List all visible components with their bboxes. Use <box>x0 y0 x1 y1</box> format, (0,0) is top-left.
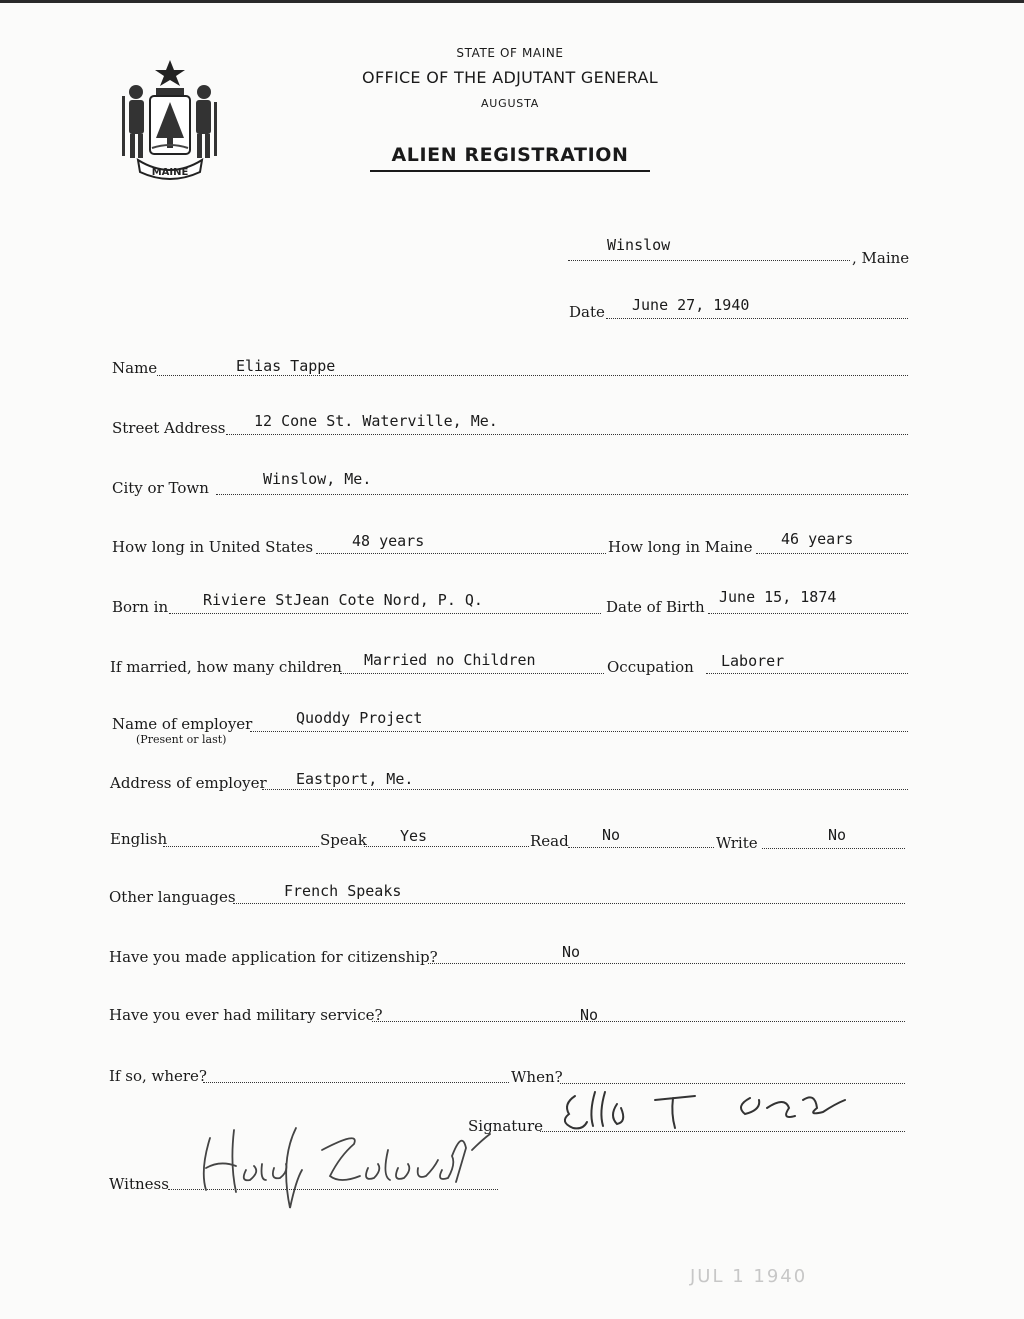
date-value[interactable]: June 27, 1940 <box>632 296 750 314</box>
maine-duration-value[interactable]: 46 years <box>781 530 854 548</box>
occupation-label: Occupation <box>607 658 694 676</box>
town-value[interactable]: Winslow <box>607 236 671 254</box>
us-duration-label: How long in United States <box>112 538 314 556</box>
us-duration-value[interactable]: 48 years <box>352 532 425 550</box>
applicant-signature <box>555 1086 855 1136</box>
other-languages-line <box>233 903 905 904</box>
signature-label: Signature <box>468 1117 544 1135</box>
when-line <box>560 1083 905 1084</box>
street-value[interactable]: 12 Cone St. Waterville, Me. <box>254 412 498 430</box>
read-value[interactable]: No <box>602 826 621 844</box>
town-suffix-label: , Maine <box>852 249 910 267</box>
street-label: Street Address <box>112 419 226 437</box>
name-line <box>157 375 908 376</box>
witness-signature <box>190 1120 500 1210</box>
occupation-value[interactable]: Laborer <box>721 652 785 670</box>
header-office: OFFICE OF THE ADJUTANT GENERAL <box>362 68 658 87</box>
seal-motto: MAINE <box>151 167 189 178</box>
children-value[interactable]: Married no Children <box>364 651 536 669</box>
children-label: If married, how many children <box>110 658 342 676</box>
page-edge <box>0 0 1024 3</box>
military-value[interactable]: No <box>580 1006 599 1024</box>
town-line <box>568 260 850 261</box>
speak-value[interactable]: Yes <box>400 827 428 845</box>
title-underline <box>370 170 650 172</box>
write-label: Write <box>716 834 758 852</box>
write-line <box>762 848 905 849</box>
maine-duration-label: How long in Maine <box>608 538 753 556</box>
employer-value[interactable]: Quoddy Project <box>296 709 423 727</box>
english-line <box>163 846 319 847</box>
name-value[interactable]: Elias Tappe <box>236 357 336 375</box>
city-value[interactable]: Winslow, Me. <box>263 470 372 488</box>
state-seal-logo <box>114 56 226 184</box>
born-in-label: Born in <box>112 598 169 616</box>
employer-label: Name of employer <box>112 715 253 733</box>
header-city: AUGUSTA <box>480 97 540 110</box>
when-label: When? <box>511 1068 563 1086</box>
employer-address-line <box>262 789 908 790</box>
employer-address-label: Address of employer <box>110 774 267 792</box>
witness-label: Witness <box>109 1175 169 1193</box>
other-languages-value[interactable]: French Speaks <box>284 882 402 900</box>
born-in-line <box>169 613 601 614</box>
read-line <box>568 847 714 848</box>
citizenship-line <box>428 963 905 964</box>
speak-label: Speak <box>320 831 367 849</box>
military-line <box>372 1021 905 1022</box>
read-label: Read <box>530 832 569 850</box>
other-languages-label: Other languages <box>109 888 236 906</box>
date-line <box>606 318 908 319</box>
children-line <box>340 673 604 674</box>
us-duration-line <box>316 553 606 554</box>
name-label: Name <box>112 359 158 377</box>
maine-duration-line <box>756 553 908 554</box>
header-state: STATE OF MAINE <box>456 46 564 60</box>
receipt-stamp: JUL 1 1940 <box>690 1266 808 1287</box>
dob-label: Date of Birth <box>606 598 705 616</box>
form-title: ALIEN REGISTRATION <box>391 144 629 166</box>
date-label: Date <box>569 303 605 321</box>
where-label: If so, where? <box>109 1067 207 1085</box>
born-in-value[interactable]: Riviere StJean Cote Nord, P. Q. <box>203 591 483 609</box>
write-value[interactable]: No <box>828 826 847 844</box>
where-line <box>203 1082 509 1083</box>
employer-note: (Present or last) <box>136 733 227 746</box>
citizenship-label: Have you made application for citizenship? <box>109 948 438 966</box>
employer-line <box>250 731 908 732</box>
street-line <box>226 434 908 435</box>
city-line <box>216 494 908 495</box>
speak-line <box>364 846 529 847</box>
occupation-line <box>706 673 908 674</box>
dob-line <box>708 613 908 614</box>
military-label: Have you ever had military service? <box>109 1006 383 1024</box>
city-label: City or Town <box>112 479 209 497</box>
citizenship-value[interactable]: No <box>562 943 581 961</box>
employer-address-value[interactable]: Eastport, Me. <box>296 770 414 788</box>
dob-value[interactable]: June 15, 1874 <box>719 588 837 606</box>
english-label: English <box>110 830 168 848</box>
